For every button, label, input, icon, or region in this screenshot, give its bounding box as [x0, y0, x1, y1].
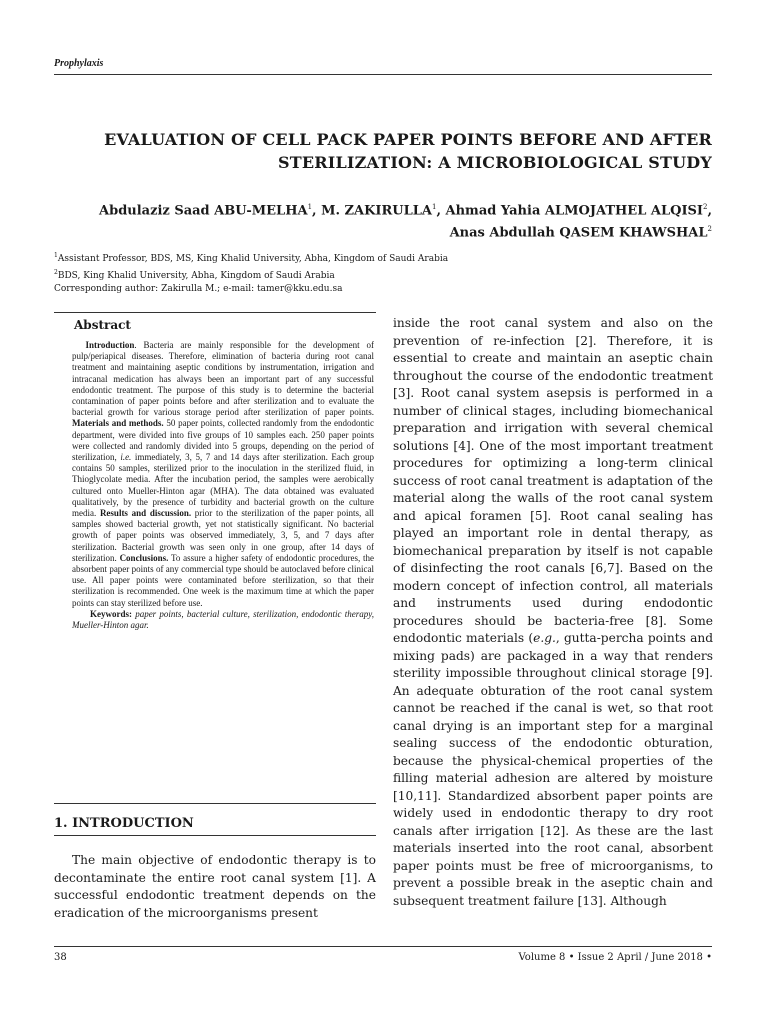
keywords-text: paper points, bacterial culture, sterilization, endodontic therapy, Mueller-Hinton agar.	[72, 608, 374, 631]
right-col-text-2: , gutta-percha points and mixing pads) are packaged in a way that renders sterility impossible throughout clinical storage [9]. An adequate obturation of the root canal system cannot be reached if the canal is wet, so that root canal drying is an important step for a marginal sealing success of the endodontic obturation, because the physical-chemical properties of the filling material adhesion are altered by moisture [10,11]. Standardized absorbent paper points are widely used in endodontic therapy to dry root canals after irrigation [12]. As these are the last materials inserted into the root canal, absorbent paper points must be free of microorganisms, to prevent a possible break in the aseptic chain and subsequent treatment failure [13]. Although	[393, 631, 713, 908]
author-line-2	[54, 220, 712, 242]
section-rule	[54, 835, 376, 836]
author-affil-mark: 2	[707, 225, 712, 234]
author-affil-mark: 1	[307, 203, 313, 211]
conclusions-text: To assure a higher safety of endodontic procedures, the absorbent paper points of any commercial type should be autoclaved before clinical use. All paper points were contaminated before sterilization, so that their sterilization is recommended. One week is the maximum time at which the paper points can stay sterilized before use.	[72, 552, 375, 608]
header-rule	[54, 74, 712, 75]
abstract-body	[72, 340, 374, 631]
author-separator: ,	[707, 203, 712, 219]
keywords-label: Keywords:	[90, 608, 132, 619]
title-line-2: STERILIZATION: A MICROBIOLOGICAL STUDY	[278, 153, 712, 172]
introduction-paragraph	[54, 852, 376, 922]
title-line-1: EVALUATION OF CELL PACK PAPER POINTS BEFORE AND AFTER	[104, 130, 712, 149]
right-column-text	[393, 315, 713, 910]
author-line-1	[54, 198, 712, 220]
author-name: , M. ZAKIRULLA	[312, 203, 432, 219]
conclusions-label: Conclusions.	[119, 552, 169, 563]
affil-mark: 1	[54, 252, 58, 259]
page-number: 38	[54, 952, 67, 963]
methods-ie: i.e.	[120, 452, 132, 463]
right-col-eg: e.g.	[533, 631, 556, 645]
author-name: , Ahmad Yahia ALMOJATHEL ALQISI	[436, 203, 703, 219]
article-title	[54, 128, 712, 174]
right-col-text-1: inside the root canal system and also on the prevention of re-infection [2]. Therefore, it is essential to create and maintain an aseptic chain throughout the course of the endodontic treatment [3]. Root canal system asepsis is performed in a number of clinical stages, including biomechanical preparation and irrigation with several chemical solutions [4]. One of the most important treatment procedures for optimizing a long-term clinical success of root canal treatment is adaptation of the material along the walls of the root canal system and apical foramen [5]. Root canal sealing has played an important role in dental therapy, as biomechanical preparation by itself is not capable of disinfecting the root canals [6,7]. Based on the modern concept of infection control, all materials and instruments used during endodontic procedures should be bacteria-free [8]. Some endodontic materials (	[393, 316, 713, 645]
author-affil-mark: 2	[703, 203, 708, 211]
intro-text: . Bacteria are mainly responsible for the development of pulp/periapical diseases. Therefore, elimination of bacteria during root canal treatment and maintaining aseptic conditions by instrumentation, irrigation and intracanal medication has always been an important part of any successful endodontic treatment. The purpose of this study is to determine the bacterial contamination of paper points before and after sterilization and to evaluate the bacterial growth for various storage period after sterilization of paper points.	[72, 340, 374, 418]
affil-mark: 2	[54, 269, 58, 276]
section-heading-introduction: 1. INTRODUCTION	[54, 816, 194, 831]
affiliation-2	[54, 266, 448, 283]
affiliations	[54, 249, 448, 296]
running-head: Prophylaxis	[54, 58, 104, 69]
intro-paragraph-text: The main objective of endodontic therapy is to decontaminate the entire root canal system [1]. A successful endodontic treatment depends on the eradication of the microorganisms present	[54, 853, 376, 920]
author-list	[54, 198, 712, 243]
corresponding-author: Corresponding author: Zakirulla M.; e-mail: tamer@kku.edu.sa	[54, 284, 343, 294]
abstract-heading: Abstract	[74, 318, 131, 332]
affiliation-1	[54, 249, 448, 266]
author-name: Abdulaziz Saad ABU-MELHA	[99, 203, 308, 219]
results-text: prior to the sterilization of the paper points, all samples showed bacterial growth, yet not statistically significant. No bacterial growth of paper points was observed immediately, 3, 5, and 7 days after sterilization. Bacterial growth was seen only in one group, after 14 days of sterilization.	[72, 508, 374, 563]
methods-text-2: immediately, 3, 5, 7 and 14 days after sterilization. Each group contains 50 samples, sterilized prior to the inoculation in the sterilized fluid, in Thioglycolate media. After the incubation period, the samples were aerobically cultured onto Mueller-Hinton agar (MHA). The data obtained was evaluated qualitatively, by the presence of turbidity and bacterial growth on the culture media.	[72, 452, 374, 519]
author-name: Anas Abdullah QASEM KHAWSHAL	[449, 225, 708, 241]
footer-rule	[54, 946, 712, 947]
abstract-box	[54, 312, 376, 804]
affiliation-text: Assistant Professor, BDS, MS, King Khalid University, Abha, Kingdom of Saudi Arabia	[57, 254, 449, 264]
keywords	[72, 609, 374, 631]
results-label: Results and discussion.	[99, 508, 192, 519]
methods-label: Materials and methods.	[72, 418, 164, 429]
volume-info: Volume 8 • Issue 2 April / June 2018 •	[518, 952, 712, 963]
intro-label: Introduction	[85, 340, 135, 350]
methods-text: 50 paper points, collected randomly from the endodontic department, were divided into five groups of 10 samples each. 250 paper points were collected and randomly divided into 5 groups, depending on the period of sterilization,	[72, 418, 375, 463]
affiliation-text: BDS, King Khalid University, Abha, Kingdom of Saudi Arabia	[57, 271, 335, 281]
author-affil-mark: 1	[432, 203, 437, 211]
